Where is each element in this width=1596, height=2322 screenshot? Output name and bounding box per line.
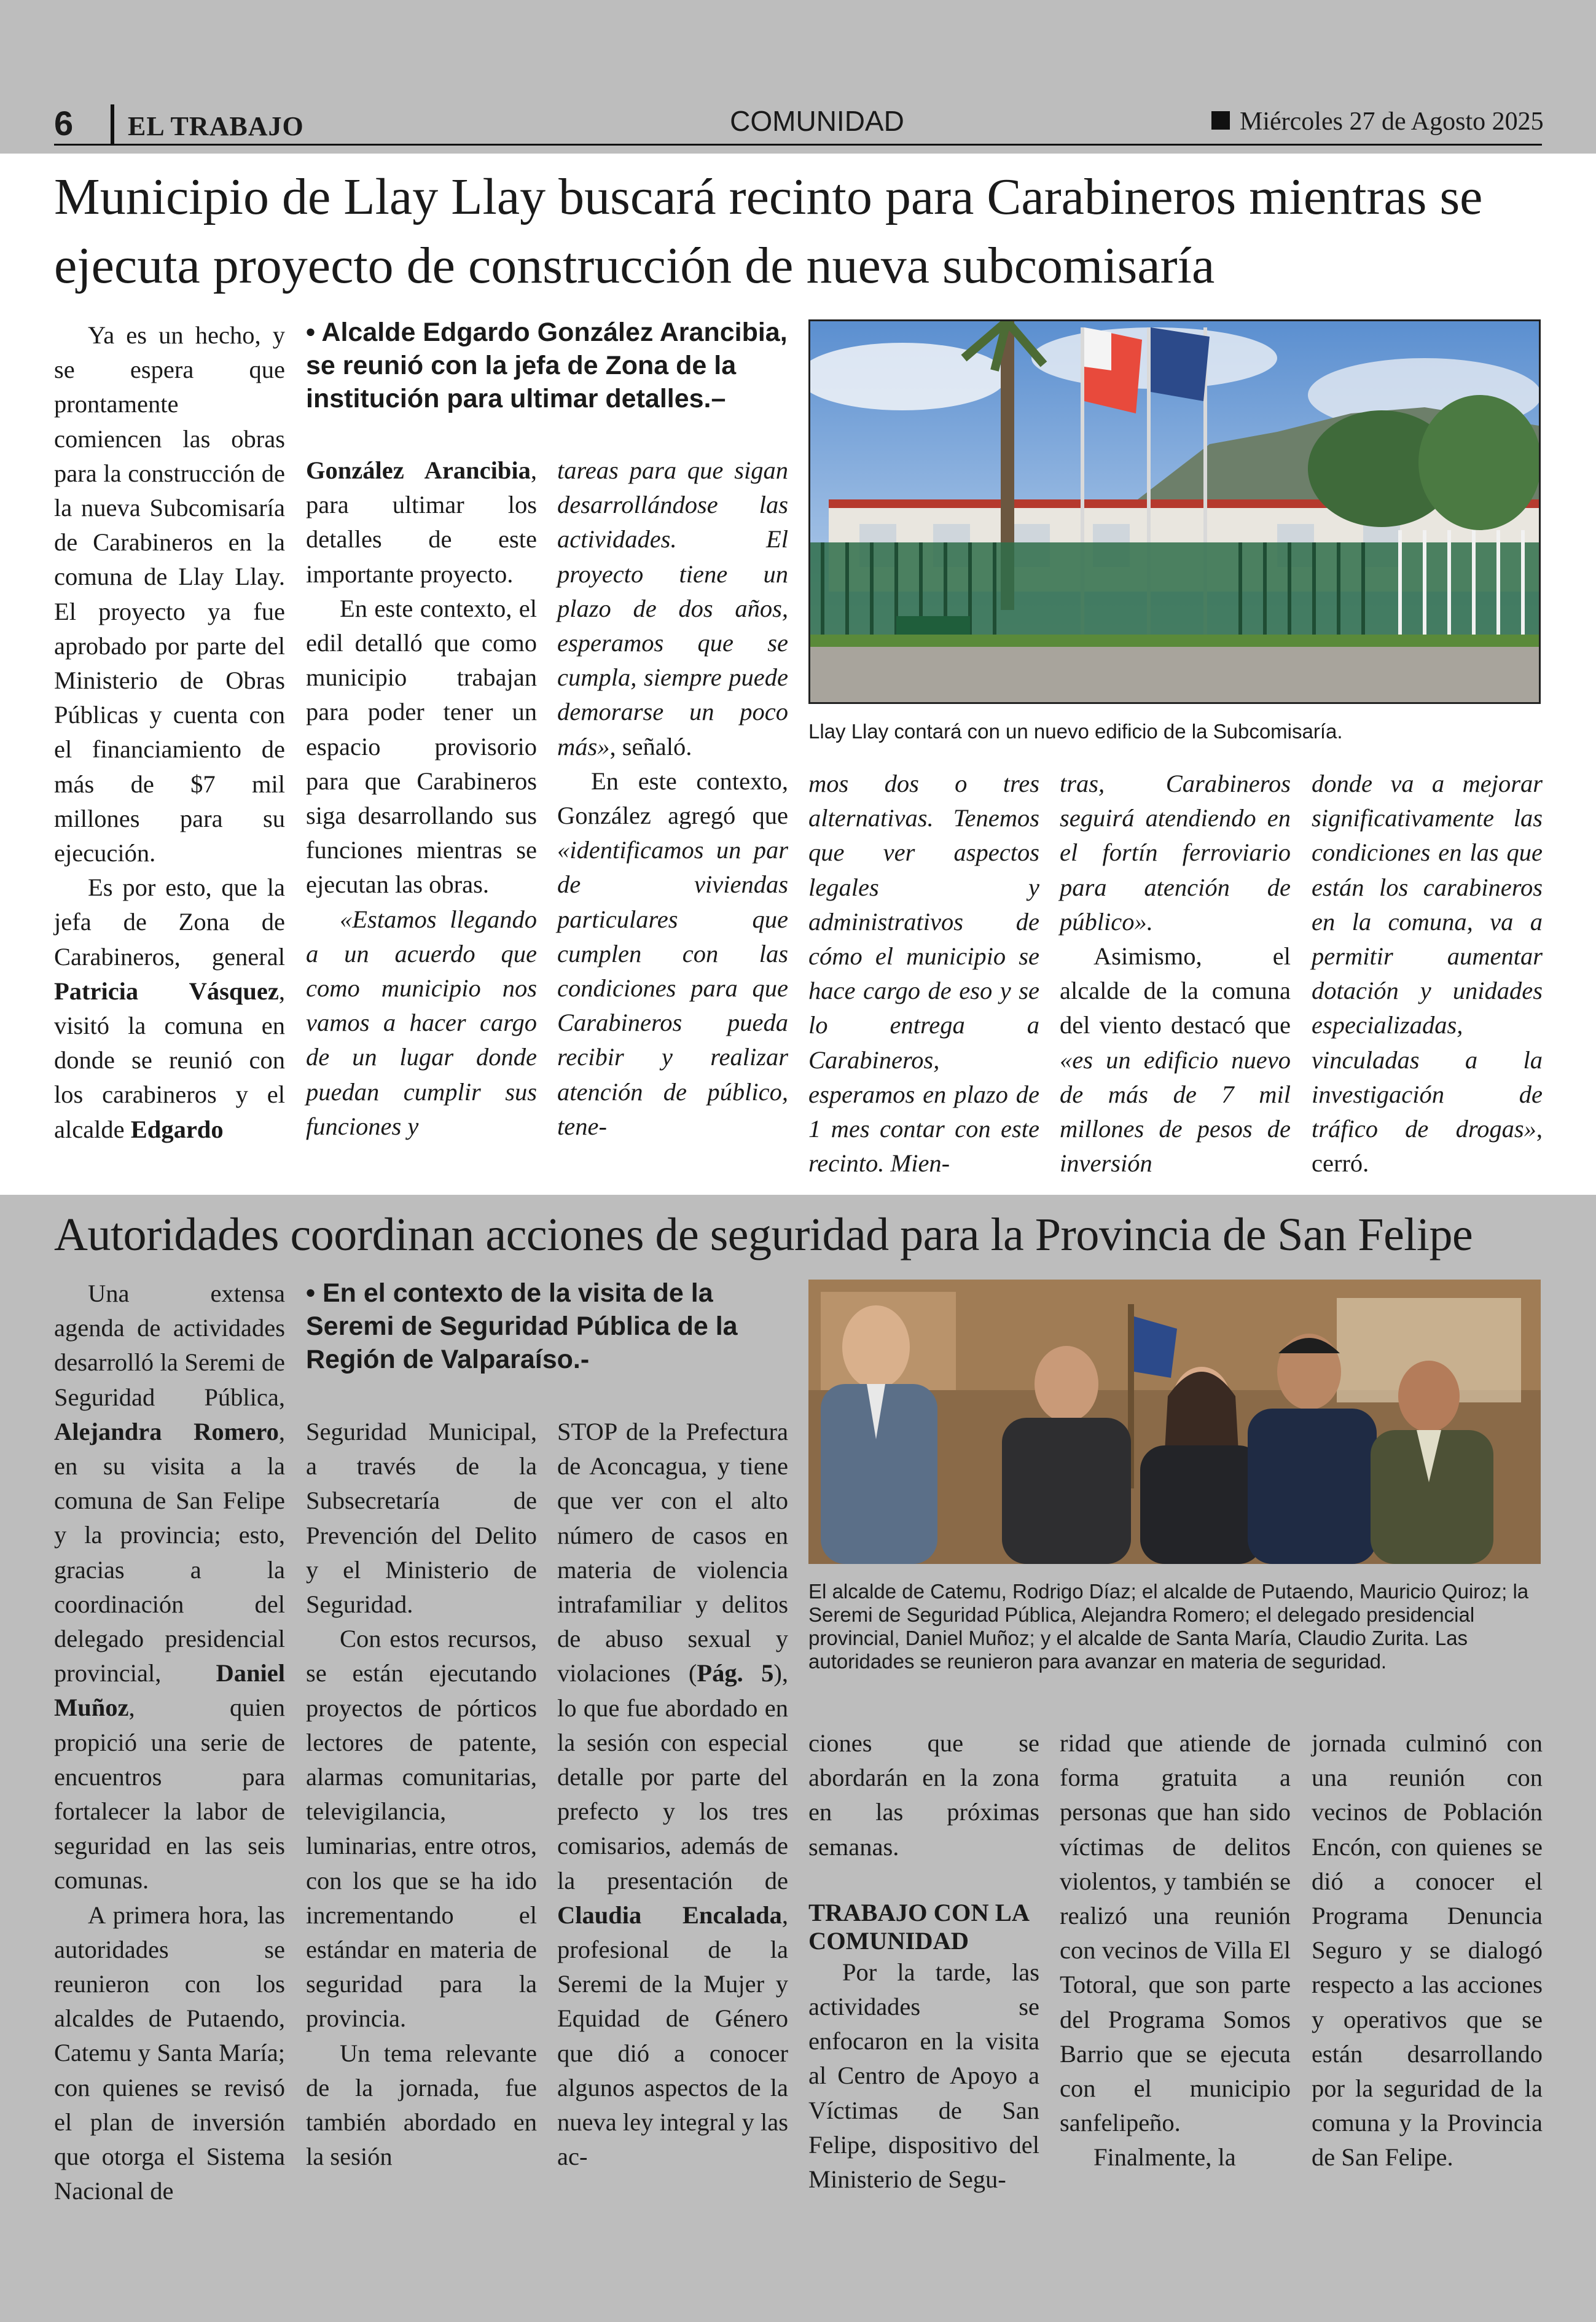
section-subhead: TRABAJO CON LA COMUNIDAD bbox=[808, 1898, 1028, 1955]
article2-col2 bbox=[306, 1415, 537, 2174]
article1-col4 bbox=[808, 767, 1039, 1181]
newspaper-name: EL TRABAJO bbox=[128, 111, 304, 141]
paragraph: Es por esto, que la jefa de Zona de Carabineros, general Patricia Vásquez, visitó la comuna en donde se reunió con los carabineros y el alcalde Edgardo bbox=[54, 874, 285, 1143]
paragraph: Asimismo, el alcalde de la comuna del viento destacó que «es un edificio nuevo de más de 7 mil millones de pesos de inversión bbox=[1060, 942, 1291, 1178]
paragraph: ridad que atiende de forma gratuita a personas que han sido víctimas de delitos violentos, y también se realizó una reunión con vecinos de Villa El Totoral, que son parte del Programa Somos Barrio que se ejecuta con el municipio sanfelipeño. bbox=[1060, 1729, 1291, 2137]
section-name: COMUNIDAD bbox=[730, 105, 904, 137]
paragraph: jornada culminó con una reunión con vecinos de Población Encón, con quienes se dió a conocer el Programa Denuncia Seguro y se dialogó respecto a las acciones y operativos que se están desarrollando por la seguridad de la comuna y la Provincia de San Felipe. bbox=[1312, 1729, 1543, 2172]
paragraph: mos dos o tres alternativas. Tenemos que ver aspectos legales y administrativos de cómo el municipio se hace cargo de eso y se lo entrega a Carabineros, esperamos en plazo de 1 mes contar con este recinto. Mien- bbox=[808, 770, 1039, 1178]
article2-col5 bbox=[1060, 1726, 1291, 2175]
article1-dek: • Alcalde Edgardo González Arancibia, se reunió con la jefa de Zona de la institución para ultimar detalles.– bbox=[306, 318, 788, 413]
paragraph: Seguridad Municipal, a través de la Subsecretaría de Prevención del Delito y el Ministerio de Seguridad. bbox=[306, 1418, 537, 1619]
article2-col6 bbox=[1312, 1726, 1543, 2175]
article2-dek: • En el contexto de la visita de la Seremi de Seguridad Pública de la Región de Valparaíso.- bbox=[306, 1278, 738, 1374]
paragraph: tareas para que sigan desarrollándose las actividades. El proyecto tiene un plazo de dos años, esperamos que se cumpla, siempre puede demorarse un poco más», señaló. bbox=[557, 456, 788, 760]
article1-col3 bbox=[557, 453, 788, 1144]
paragraph: En este contexto, González agregó que «identificamos un par de viviendas particulares que cumplen con las condiciones para que Carabineros pueda recibir y realizar atención de público, tene- bbox=[557, 767, 788, 1140]
authorities-photo-image bbox=[808, 1280, 1541, 1564]
article2-col1 bbox=[54, 1276, 285, 2208]
header-rule bbox=[54, 144, 1542, 146]
quote-paragraph: «Estamos llegando a un acuerdo que como municipio nos vamos a hacer cargo de un lugar donde puedan cumplir sus funciones y bbox=[306, 905, 537, 1140]
paragraph: tras, Carabineros seguirá atendiendo en el fortín ferroviario para atención de público». bbox=[1060, 770, 1291, 936]
paragraph: Un tema relevante de la jornada, fue también abordado en la sesión bbox=[306, 2039, 537, 2171]
article1-col2 bbox=[306, 453, 537, 1144]
article2-col3 bbox=[557, 1415, 788, 2174]
paragraph: Ya es un hecho, y se espera que prontamente comiencen las obras para la construcción de la nueva Subcomisaría de Carabineros en la comuna de Llay Llay. El proyecto ya fue aprobado por parte del Ministerio de Obras Públicas y cuenta con el financiamiento de más de $7 mil millones para su ejecución. bbox=[54, 321, 285, 867]
page-number: 6 bbox=[54, 104, 74, 143]
paragraph: donde va a mejorar significativamente las condiciones en las que están los carabineros en la comuna, va a permitir aumentar dotación y unidades especializadas, vinculadas a la investigación de tráfico de drogas», cerró. bbox=[1312, 770, 1543, 1178]
article1-col1 bbox=[54, 318, 285, 1147]
date-square-icon bbox=[1211, 111, 1230, 130]
header-divider bbox=[111, 104, 114, 144]
paragraph: González Arancibia, para ultimar los detalles de este importante proyecto. bbox=[306, 456, 537, 588]
article2-col4 bbox=[808, 1726, 1039, 2197]
paragraph: Por la tarde, las actividades se enfocaron en la visita al Centro de Apoyo a Víctimas de San Felipe, dispositivo del Ministerio de Segu- bbox=[808, 1958, 1039, 2194]
issue-date: Miércoles 27 de Agosto 2025 bbox=[1240, 108, 1544, 136]
photo2-caption: El alcalde de Catemu, Rodrigo Díaz; el alcalde de Putaendo, Mauricio Quiroz; la Seremi de Seguridad Pública, Alejandra Romero; el delegado presidencial provincial, Daniel Muñoz; y el alcalde de Santa María, Claudio Zurita. Las autoridades se reunieron para avanzar en materia de seguridad. bbox=[808, 1580, 1529, 1673]
paragraph: En este contexto, el edil detalló que como municipio trabajan para poder tener un espacio provisorio para que Carabineros siga desarrollando sus funciones mientras se ejecutan las obras. bbox=[306, 594, 537, 899]
article1-headline: Municipio de Llay Llay buscará recinto para Carabineros mientras se ejecuta proyecto de construcción de nueva subcomisaría bbox=[54, 168, 1483, 294]
paragraph: Con estos recursos, se están ejecutando proyectos de pórticos lectores de patente, alarmas comunitarias, televigilancia, luminarias, entre otros, con los que se ha ido incrementando el estándar en materia de seguridad para la provincia. bbox=[306, 1625, 537, 2033]
paragraph: Una extensa agenda de actividades desarrolló la Seremi de Seguridad Pública, Alejandra Romero, en su visita a la comuna de San Felipe y la provincia; esto, gracias a la coordinación del delegado presidencial provincial, Daniel Muñoz, quien propició una serie de encuentros para fortalecer la labor de seguridad en las seis comunas. bbox=[54, 1280, 285, 1894]
paragraph: ciones que se abordarán en la zona en las próximas semanas. bbox=[808, 1729, 1039, 1861]
article1-col5 bbox=[1060, 767, 1291, 1181]
article2-headline: Autoridades coordinan acciones de seguridad para la Provincia de San Felipe bbox=[54, 1209, 1473, 1261]
paragraph: A primera hora, las autoridades se reunieron con los alcaldes de Putaendo, Catemu y Santa María; con quienes se revisó el plan de inversión que otorga el Sistema Nacional de bbox=[54, 1901, 285, 2205]
subcomisaria-photo-image bbox=[810, 321, 1539, 702]
photo1-caption: Llay Llay contará con un nuevo edificio de la Subcomisaría. bbox=[808, 720, 1343, 743]
article1-col6 bbox=[1312, 767, 1543, 1181]
paragraph: Finalmente, la bbox=[1093, 2143, 1236, 2172]
authorities-photo bbox=[808, 1280, 1541, 1564]
subcomisaria-photo bbox=[808, 319, 1541, 704]
paragraph: STOP de la Prefectura de Aconcagua, y tiene que ver con el alto número de casos en materia de violencia intrafamiliar y delitos de abuso sexual y violaciones (Pág. 5), lo que fue abordado en la sesión con especial detalle por parte del prefecto y los tres comisarios, además de la presentación de Claudia Encalada, profesional de la Seremi de la Mujer y Equidad de Género que dió a conocer algunos aspectos de la nueva ley integral y las ac- bbox=[557, 1418, 788, 2171]
